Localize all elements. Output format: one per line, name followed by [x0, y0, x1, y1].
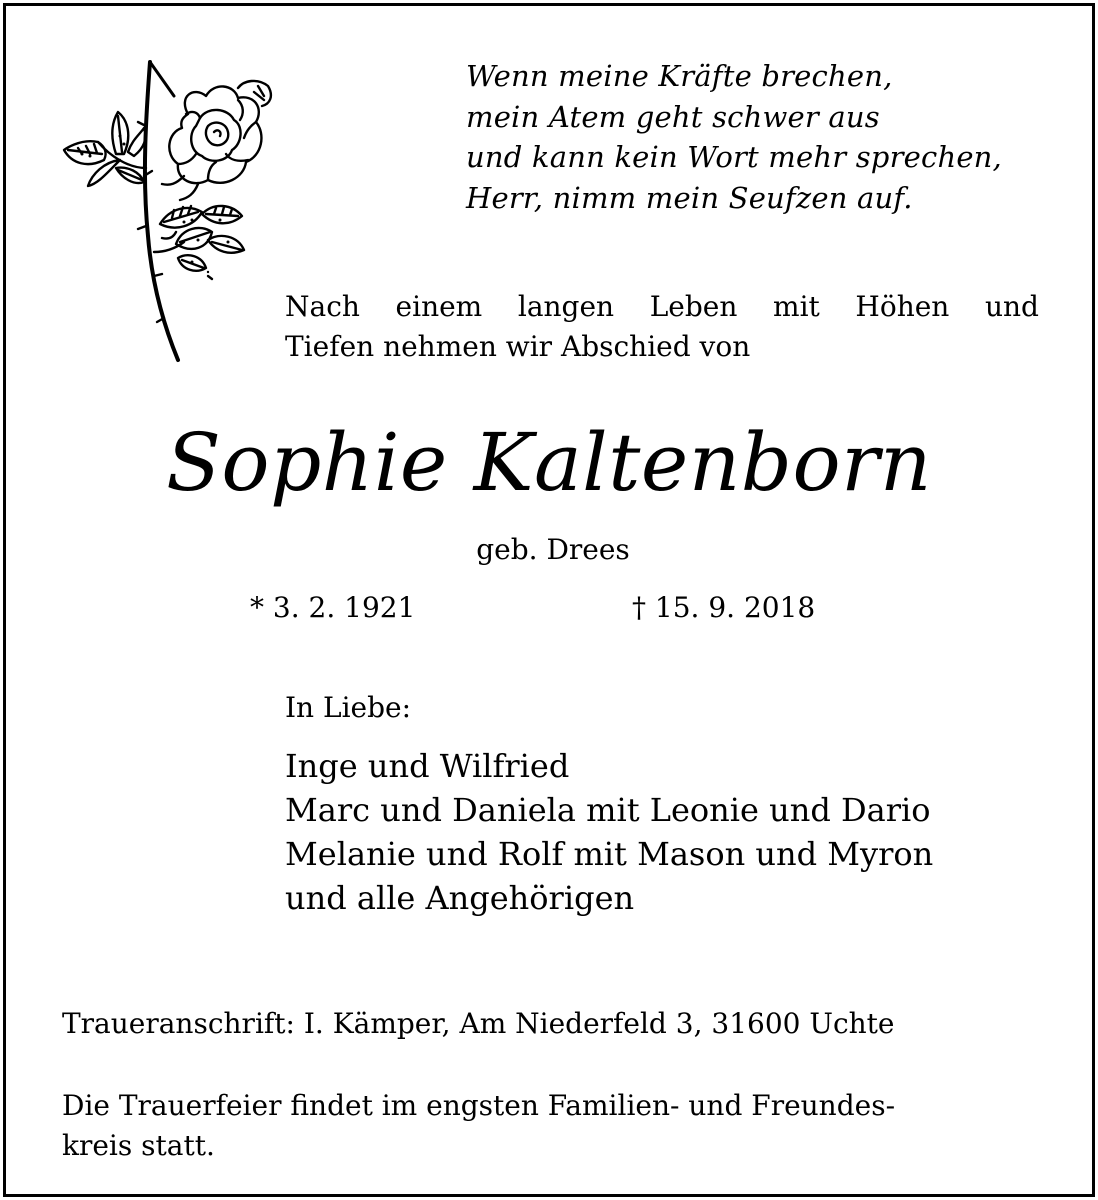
intro-word: und	[984, 290, 1039, 323]
intro-word: mit	[773, 290, 820, 323]
ceremony-note	[62, 1086, 1042, 1166]
mourner-line: Marc und Daniela mit Leonie und Dario	[285, 791, 931, 829]
intro-word: langen	[517, 290, 615, 323]
mourners-label: In Liebe:	[285, 691, 412, 724]
intro-line-1	[285, 287, 1039, 327]
rose-icon	[58, 56, 290, 366]
mourner-line: und alle Angehörigen	[285, 879, 635, 917]
poem	[466, 56, 1066, 218]
death-date: † 15. 9. 2018	[632, 591, 816, 624]
poem-line: mein Atem geht schwer aus	[466, 99, 880, 134]
mourner-line: Melanie und Rolf mit Mason und Myron	[285, 835, 934, 873]
poem-line: Wenn meine Kräfte brechen,	[466, 59, 893, 93]
ceremony-line: kreis statt.	[62, 1129, 215, 1162]
intro-line-2: Tiefen nehmen wir Abschied von	[285, 330, 751, 363]
deceased-name: Sophie Kaltenborn	[166, 416, 932, 509]
intro-word: Höhen	[855, 290, 950, 323]
birth-date: * 3. 2. 1921	[250, 591, 416, 624]
ceremony-line: Die Trauerfeier findet im engsten Familien- und Freundes-	[62, 1089, 896, 1122]
poem-line: Herr, nimm mein Seufzen auf.	[466, 180, 913, 215]
intro-word: Nach	[285, 290, 360, 323]
mourner-line: Inge und Wilfried	[285, 747, 570, 785]
intro-word: einem	[395, 290, 483, 323]
mourners-list	[285, 744, 933, 920]
intro-text	[285, 287, 1039, 367]
intro-word: Leben	[649, 290, 738, 323]
mourning-address: Traueranschrift: I. Kämper, Am Niederfeld 3, 31600 Uchte	[62, 1007, 895, 1040]
poem-line: und kann kein Wort mehr sprechen,	[466, 140, 1002, 174]
birth-name: geb. Drees	[476, 533, 630, 566]
